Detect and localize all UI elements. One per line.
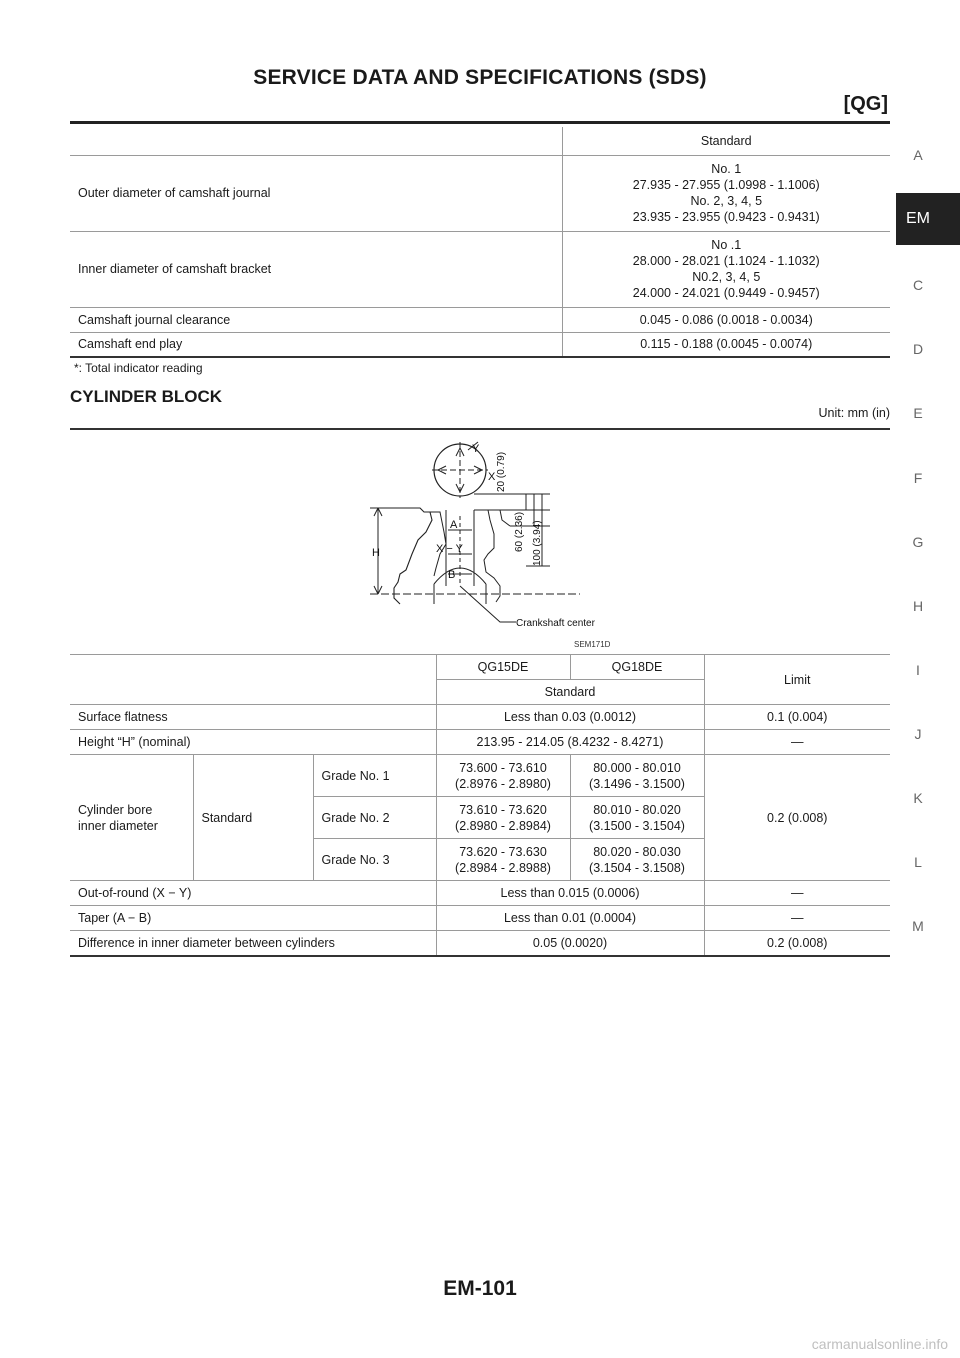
row-limit: — (704, 881, 890, 906)
side-index-letter-a[interactable]: A (913, 147, 923, 163)
value-line: (2.8976 - 2.8980) (455, 776, 551, 791)
label-line: Cylinder bore (78, 802, 153, 817)
value-line: 23.935 - 23.955 (0.9423 - 0.9431) (632, 210, 820, 224)
side-index-letter-m[interactable]: M (912, 918, 924, 934)
side-index-letter-k[interactable]: K (913, 790, 923, 806)
row-sublabel-standard: Standard (193, 755, 313, 881)
watermark: carmanualsonline.info (811, 1336, 948, 1352)
side-index-letter-g[interactable]: G (912, 534, 924, 550)
table-header-row (70, 655, 890, 680)
table-row (70, 881, 890, 906)
side-index-letter-c[interactable]: C (912, 277, 924, 293)
camshaft-spec-table (70, 127, 890, 358)
value-line: No. 1 (711, 162, 742, 176)
row-label: Inner diameter of camshaft bracket (78, 262, 272, 276)
page-title: SERVICE DATA AND SPECIFICATIONS (SDS) (253, 66, 707, 89)
label-y: Y (472, 443, 480, 455)
value-line: 27.935 - 27.955 (1.0998 - 1.1006) (632, 178, 820, 192)
header-rule (70, 121, 890, 124)
table-row (70, 931, 890, 956)
cylinder-block-figure (360, 436, 660, 648)
value-line: (2.8984 - 2.8988) (455, 860, 551, 875)
row-value: 0.115 - 0.188 (0.0045 - 0.0074) (562, 332, 890, 357)
value-line: 28.000 - 28.021 (1.1024 - 1.1032) (632, 254, 820, 268)
table-header-row (70, 127, 890, 155)
header-empty-cell (70, 655, 436, 705)
row-value: 213.95 - 214.05 (8.4232 - 8.4271) (436, 730, 704, 755)
table-row (70, 730, 890, 755)
row-limit: 0.2 (0.008) (704, 755, 890, 881)
grade-qg15de (436, 797, 570, 839)
header-qg15de: QG15DE (436, 655, 570, 680)
page-subtitle: [QG] (843, 93, 888, 115)
header-empty-cell (70, 127, 562, 155)
value-line: 80.010 - 80.020 (593, 802, 681, 817)
value-line: N0.2, 3, 4, 5 (692, 270, 761, 284)
row-limit: 0.1 (0.004) (704, 705, 890, 730)
page-number: EM-101 (443, 1277, 517, 1300)
header-standard: Standard (562, 127, 890, 155)
table-row (70, 332, 890, 357)
side-index-letter-j[interactable]: J (914, 726, 922, 742)
figure-code: SEM171D (574, 640, 611, 649)
row-value: Less than 0.015 (0.0006) (436, 881, 704, 906)
value-line: (2.8980 - 2.8984) (455, 818, 551, 833)
row-value: 0.045 - 0.086 (0.0018 - 0.0034) (562, 307, 890, 332)
row-label-cylinder-bore (70, 755, 193, 881)
row-label: Outer diameter of camshaft journal (78, 186, 271, 200)
row-label: Height “H” (nominal) (78, 735, 191, 749)
row-label: Taper (A − B) (78, 911, 152, 925)
grade-label: Grade No. 2 (313, 797, 436, 839)
side-index-letter-e[interactable]: E (913, 405, 923, 421)
value-line: (3.1504 - 3.1508) (589, 860, 685, 875)
value-line: 73.610 - 73.620 (459, 802, 547, 817)
row-value: Less than 0.01 (0.0004) (436, 906, 704, 931)
row-label: Difference in inner diameter between cylinders (78, 935, 335, 950)
grade-qg15de (436, 755, 570, 797)
row-limit: — (704, 730, 890, 755)
table-row (70, 307, 890, 332)
section-rule (70, 428, 890, 430)
label-a: A (450, 519, 458, 531)
row-value: Less than 0.03 (0.0012) (436, 705, 704, 730)
dimension-100: 100 (3.94) (532, 520, 543, 566)
side-index (896, 0, 960, 1358)
side-index-letter-h[interactable]: H (912, 598, 924, 614)
value-line: No. 2, 3, 4, 5 (690, 194, 763, 208)
row-label: Surface flatness (78, 710, 168, 724)
label-line: inner diameter (78, 818, 158, 833)
row-label: Camshaft journal clearance (78, 312, 231, 327)
cylinder-measurement-diagram (360, 436, 660, 648)
value-line: (3.1496 - 3.1500) (589, 776, 685, 791)
value-line: 24.000 - 24.021 (0.9449 - 0.9457) (632, 286, 820, 300)
grade-qg18de (570, 839, 704, 881)
value-line: (3.1500 - 3.1504) (589, 818, 685, 833)
header-standard: Standard (436, 680, 704, 705)
grade-qg18de (570, 797, 704, 839)
value-line: 80.000 - 80.010 (593, 760, 681, 775)
row-limit: 0.2 (0.008) (704, 931, 890, 956)
grade-qg15de (436, 839, 570, 881)
label-b: B (448, 569, 456, 581)
header-limit: Limit (704, 655, 890, 705)
section-title: CYLINDER BLOCK (70, 387, 223, 406)
grade-label: Grade No. 3 (313, 839, 436, 881)
side-index-tab-em[interactable]: EM (896, 193, 960, 245)
label-x: X (488, 471, 496, 483)
unit-label: Unit: mm (in) (818, 406, 890, 420)
table-row (70, 705, 890, 730)
table-row (70, 231, 890, 307)
label-crankshaft-center: Crankshaft center (516, 618, 595, 629)
row-value: 0.05 (0.0020) (436, 931, 704, 956)
value-line: No .1 (711, 238, 742, 252)
label-x-minus-y: X − Y (436, 543, 464, 555)
value-line: 80.020 - 80.030 (593, 844, 681, 859)
cylinder-block-spec-table (70, 654, 890, 957)
row-label: Camshaft end play (78, 337, 183, 352)
label-h: H (372, 547, 380, 559)
row-label: Out-of-round (X − Y) (78, 886, 192, 900)
side-index-letter-d[interactable]: D (912, 341, 924, 357)
row-limit: — (704, 906, 890, 931)
grade-qg18de (570, 755, 704, 797)
dimension-60: 60 (2.36) (514, 511, 525, 552)
side-index-letter-f[interactable]: F (913, 470, 923, 486)
table-row (70, 906, 890, 931)
side-index-letter-l[interactable]: L (914, 854, 922, 870)
footnote: *: Total indicator reading (74, 361, 203, 375)
row-value (562, 231, 890, 307)
side-index-letter-i[interactable]: I (916, 662, 920, 678)
grade-label: Grade No. 1 (313, 755, 436, 797)
header-qg18de: QG18DE (570, 655, 704, 680)
table-row (70, 755, 890, 797)
table-row (70, 155, 890, 231)
row-value (562, 155, 890, 231)
value-line: 73.600 - 73.610 (459, 760, 547, 775)
dimension-20: 20 (0.79) (496, 451, 507, 492)
value-line: 73.620 - 73.630 (459, 844, 547, 859)
